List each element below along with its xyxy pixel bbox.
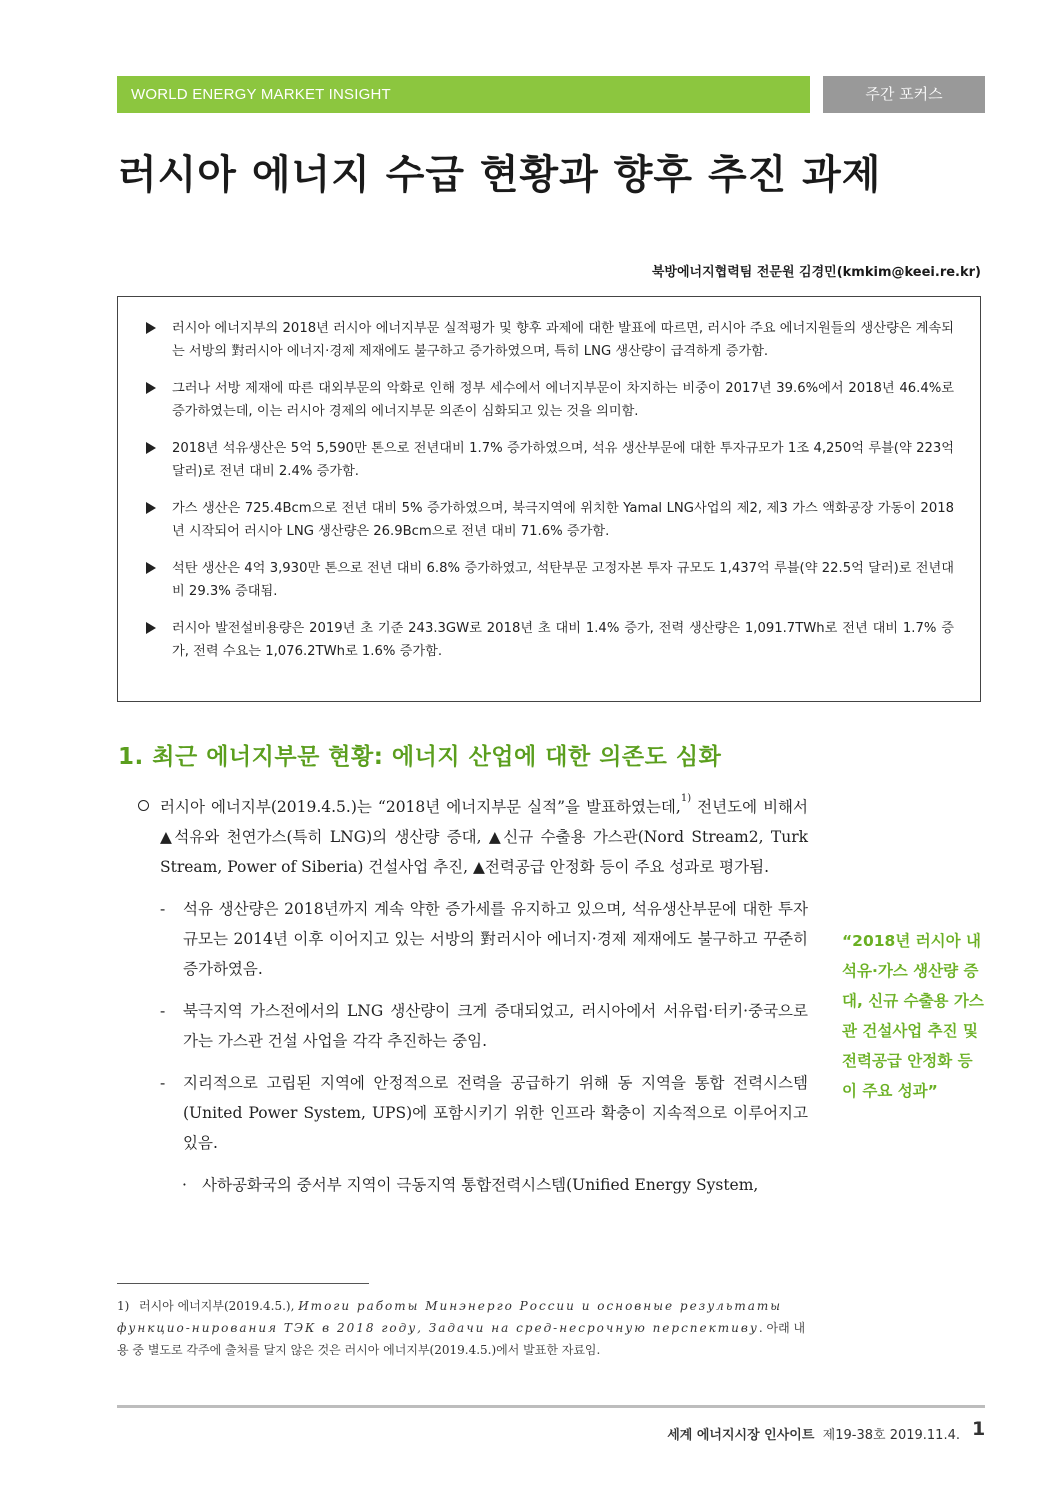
footnote: [117, 1295, 810, 1361]
dash-bullet: -: [160, 1074, 166, 1092]
header-banner: WORLD ENERGY MARKET INSIGHT: [117, 76, 810, 113]
dash-list-item: [130, 1068, 808, 1158]
summary-item: [146, 437, 954, 483]
section-tag: 주간 포커스: [823, 76, 985, 113]
footer-divider: [117, 1405, 985, 1408]
paragraph-text: 전년도에 비해서 ▲석유와 천연가스(특히 LNG)의 생산량 증대, ▲신규 수출용 가스관(Nord Stream2, Turk Stream, Power of Siberia) 건설사업 추진, ▲전력공급 안정화 등이 주요 성과로 평가됨.: [160, 798, 808, 876]
summary-text: 그러나 서방 제재에 따른 대외부문의 악화로 인해 정부 세수에서 에너지부문이 차지하는 비중이 2017년 39.6%에서 2018년 46.4%로 증가하였는데, 이는 러시아 경제의 에너지부문 의존이 심화되고 있는 것을 의미함.: [172, 381, 954, 419]
triangle-bullet-icon: [146, 562, 156, 574]
dash-list-item: [130, 996, 808, 1056]
footnote-source: 러시아 에너지부(2019.4.5.),: [139, 1299, 299, 1313]
author-line: 북방에너지협력팀 전문원 김경민(kmkim@keei.re.kr): [651, 265, 981, 280]
publication-name: 세계 에너지시장 인사이트: [667, 1428, 815, 1443]
footnote-divider: [117, 1283, 369, 1284]
summary-item: [146, 497, 954, 543]
paragraph-text: 러시아 에너지부(2019.4.5.)는 “2018년 에너지부문 실적”을 발표하였는데,: [160, 798, 681, 816]
dot-bullet: ·: [182, 1176, 187, 1194]
dot-item-text: 사하공화국의 중서부 지역이 극동지역 통합전력시스템(Unified Energy System,: [202, 1176, 759, 1194]
body-column: [130, 792, 808, 1200]
summary-text: 러시아 발전설비용량은 2019년 초 기준 243.3GW로 2018년 초 대비 1.4% 증가, 전력 생산량은 1,091.7TWh로 전년 대비 1.7% 증가, 전력 수요는 1,076.2TWh로 1.6% 증가함.: [172, 621, 954, 659]
dash-bullet: -: [160, 1002, 166, 1020]
triangle-bullet-icon: [146, 322, 156, 334]
page-title: 러시아 에너지 수급 현황과 향후 추진 과제: [118, 152, 882, 198]
triangle-bullet-icon: [146, 502, 156, 514]
dash-item-text: 석유 생산량은 2018년까지 계속 약한 증가세를 유지하고 있으며, 석유생산부문에 대한 투자규모는 2014년 이후 이어지고 있는 서방의 對러시아 에너지·경제 제재에도 불구하고 꾸준히 증가하였음.: [183, 900, 808, 978]
triangle-bullet-icon: [146, 442, 156, 454]
pull-quote: “2018년 러시아 내 석유·가스 생산량 증대, 신규 수출용 가스관 건설사업 추진 및 전력공급 안정화 등이 주요 성과”: [842, 932, 984, 1100]
page-number: 1: [972, 1418, 986, 1440]
summary-text: 석탄 생산은 4억 3,930만 톤으로 전년 대비 6.8% 증가하였고, 석탄부문 고정자본 투자 규모도 1,437억 루블(약 22.5억 달러)로 전년대비 29.3% 증대됨.: [172, 561, 954, 599]
summary-item: [146, 377, 954, 423]
dash-item-text: 지리적으로 고립된 지역에 안정적으로 전력을 공급하기 위해 동 지역을 통합 전력시스템(United Power System, UPS)에 포함시키기 위한 인프라 확충이 지속적으로 이루어지고 있음.: [183, 1074, 808, 1152]
footer-publication: [560, 1424, 960, 1443]
dash-bullet: -: [160, 900, 166, 918]
summary-text: 2018년 석유생산은 5억 5,590만 톤으로 전년대비 1.7% 증가하였으며, 석유 생산부문에 대한 투자규모가 1조 4,250억 루블(약 223억 달러)로 전년 대비 2.4% 증가함.: [172, 441, 954, 479]
footnote-reference[interactable]: 1): [680, 793, 692, 804]
summary-item: [146, 617, 954, 663]
summary-item: [146, 317, 954, 363]
section-heading: 1. 최근 에너지부문 현황: 에너지 산업에 대한 의존도 심화: [118, 744, 722, 770]
footnote-note: . 아래 내용 중 별도로 각주에 출처를 달지 않은 것은 러시아 에너지부(2019.4.5.)에서 발표한 자료임.: [117, 1321, 806, 1357]
dash-list-item: [130, 894, 808, 984]
dash-item-text: 북극지역 가스전에서의 LNG 생산량이 크게 증대되었고, 러시아에서 서유럽·터키·중국으로 가는 가스관 건설 사업을 각각 추진하는 중임.: [183, 1002, 808, 1050]
summary-text: 러시아 에너지부의 2018년 러시아 에너지부문 실적평가 및 향후 과제에 대한 발표에 따르면, 러시아 주요 에너지원들의 생산량은 계속되는 서방의 對러시아 에너지·경제 제재에도 불구하고 증가하였으며, 특히 LNG 생산량이 급격하게 증가함.: [172, 321, 954, 359]
footnote-number: 1): [117, 1299, 130, 1313]
main-paragraph: [130, 792, 808, 882]
summary-text: 가스 생산은 725.4Bcm으로 전년 대비 5% 증가하였으며, 북극지역에 위치한 Yamal LNG사업의 제2, 제3 가스 액화공장 가동이 2018년 시작되어 러시아 LNG 생산량은 26.9Bcm으로 전년 대비 71.6% 증가함.: [172, 501, 954, 539]
summary-box: [117, 296, 981, 702]
footnote-russian-title: Итоги работы Минэнерго России и основные результаты функцио-нирования ТЭК в 2018 году, Задачи на сред-несрочную перспективу: [117, 1299, 783, 1335]
summary-item: [146, 557, 954, 603]
triangle-bullet-icon: [146, 382, 156, 394]
triangle-bullet-icon: [146, 622, 156, 634]
circle-bullet-icon: [138, 800, 149, 811]
dot-list-item: [130, 1170, 808, 1200]
issue-info: 제19-38호 2019.11.4.: [822, 1428, 960, 1443]
